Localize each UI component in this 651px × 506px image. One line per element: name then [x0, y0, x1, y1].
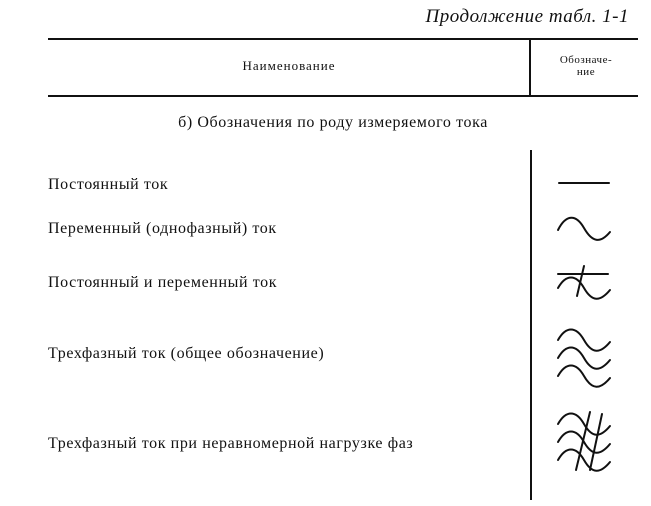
row-label-dc: Постоянный ток: [48, 176, 169, 193]
column-header-symbol-line2: ние: [576, 66, 596, 78]
dc-line-icon: [555, 176, 615, 190]
row-label-ac-dc: Постоянный и переменный ток: [48, 274, 278, 291]
ac-sine-icon: [554, 208, 614, 248]
body-column-divider: [530, 150, 532, 500]
column-header-symbol-line1: Обозначе-: [559, 54, 613, 66]
section-title: б) Обозначения по роду измеряемого тока: [178, 114, 488, 131]
three-phase-unbalanced-icon: [554, 408, 614, 474]
row-label-three-phase-unbalanced: Трехфазный ток при неравномерной нагрузке фаз: [48, 435, 414, 452]
ac-dc-icon: [554, 262, 614, 308]
column-header-symbol: [536, 54, 636, 78]
row-label-ac: Переменный (однофазный) ток: [48, 220, 277, 237]
header-top-rule: [48, 38, 638, 40]
three-phase-icon: [554, 322, 614, 392]
row-label-three-phase: Трехфазный ток (общее обозначение): [48, 345, 325, 362]
table-continuation-caption: Продолжение табл. 1-1: [425, 6, 629, 27]
header-bottom-rule: [48, 95, 638, 97]
column-header-name: Наименование: [242, 58, 336, 73]
